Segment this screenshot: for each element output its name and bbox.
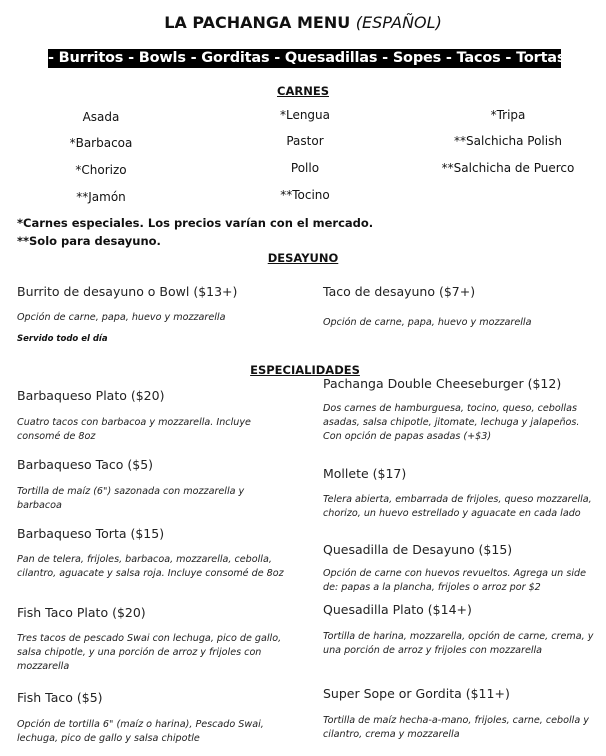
meat-item: **Jamón [76, 190, 126, 204]
category-banner: - Burritos - Bowls - Gorditas - Quesadillas - Sopes - Tacos - Tortas - [48, 50, 576, 66]
meat-item: **Tocino [280, 188, 330, 202]
menu-item-desc: Telera abierta, embarrada de frijoles, queso mozzarella, chorizo, un huevo estrellado y aguacate en cada lado [323, 494, 592, 519]
menu-item-desc: Opción de carne, papa, huevo y mozzarella [323, 317, 532, 328]
served-all-day-note: Servido todo el día [17, 334, 108, 344]
footnote-special-meats: *Carnes especiales. Los precios varían con el mercado. [17, 216, 374, 230]
desayuno-heading: DESAYUNO [267, 251, 339, 265]
menu-item-desc: Tortilla de harina, mozzarella, opción de carne, crema, y una porción de arroz y frijoles con mozzarella [323, 631, 594, 656]
meat-item: *Chorizo [75, 163, 127, 177]
meat-item: *Tripa [490, 108, 526, 122]
menu-item-desc: Tres tacos de pescado Swai con lechuga, pico de gallo, salsa chipotle, y una porción de arroz y frijoles con mozzarella [17, 633, 282, 672]
menu-item-title: Fish Taco ($5) [17, 690, 103, 705]
menu-item-desc: Opción de carne, papa, huevo y mozzarella [17, 312, 226, 323]
menu-item-title: Mollete ($17) [323, 466, 407, 481]
menu-item-desc: Tortilla de maíz (6") sazonada con mozzarella y barbacoa [17, 486, 245, 511]
menu-title [0, 13, 606, 32]
menu-item-title: Quesadilla de Desayuno ($15) [323, 542, 513, 557]
menu-item-title: Taco de desayuno ($7+) [323, 284, 476, 299]
menu-item-desc: Opción de carne con huevos revueltos. Agrega un side de: papas a la plancha, frijoles o arroz por $2 [323, 568, 586, 593]
footnote-breakfast-only: **Solo para desayuno. [17, 234, 161, 248]
carnes-heading: CARNES [277, 84, 329, 98]
menu-item-title: Burrito de desayuno o Bowl ($13+) [17, 284, 238, 299]
meat-item: *Lengua [279, 108, 331, 122]
menu-item-title: Barbaqueso Plato ($20) [17, 388, 165, 403]
menu-item-desc: Dos carnes de hamburguesa, tocino, queso, cebollas asadas, salsa chipotle, jitomate, lechuga y jalapeños. Con opción de papas asadas (+$3) [323, 403, 580, 442]
menu-item-title: Pachanga Double Cheeseburger ($12) [323, 376, 562, 391]
menu-title-text: LA PACHANGA MENU [164, 13, 351, 32]
menu-item-desc: Tortilla de maíz hecha-a-mano, frijoles, carne, cebolla y cilantro, crema y mozzarella [323, 715, 589, 740]
menu-item-title: Barbaqueso Torta ($15) [17, 526, 165, 541]
meat-item: Pastor [286, 134, 324, 148]
menu-item-desc: Cuatro tacos con barbacoa y mozzarella. Incluye consomé de 8oz [17, 417, 251, 442]
meat-item: *Barbacoa [69, 136, 133, 150]
meat-item: Asada [82, 110, 120, 124]
especialidades-heading: ESPECIALIDADES [250, 363, 360, 377]
menu-item-title: Super Sope or Gordita ($11+) [323, 686, 510, 701]
menu-item-desc: Pan de telera, frijoles, barbacoa, mozzarella, cebolla, cilantro, aguacate y salsa roja. Incluye consomé de 8oz [17, 554, 284, 579]
menu-item-title: Barbaqueso Taco ($5) [17, 457, 154, 472]
menu-item-desc: Opción de tortilla 6" (maíz o harina), Pescado Swai, lechuga, pico de gallo y salsa chipotle [17, 719, 264, 744]
menu-item-title: Fish Taco Plato ($20) [17, 605, 146, 620]
meat-item: **Salchicha de Puerco [441, 161, 575, 175]
meat-item: Pollo [290, 161, 320, 175]
menu-item-title: Quesadilla Plato ($14+) [323, 602, 472, 617]
menu-language-label: (ESPAÑOL) [355, 13, 442, 32]
meat-item: **Salchicha Polish [454, 134, 562, 148]
